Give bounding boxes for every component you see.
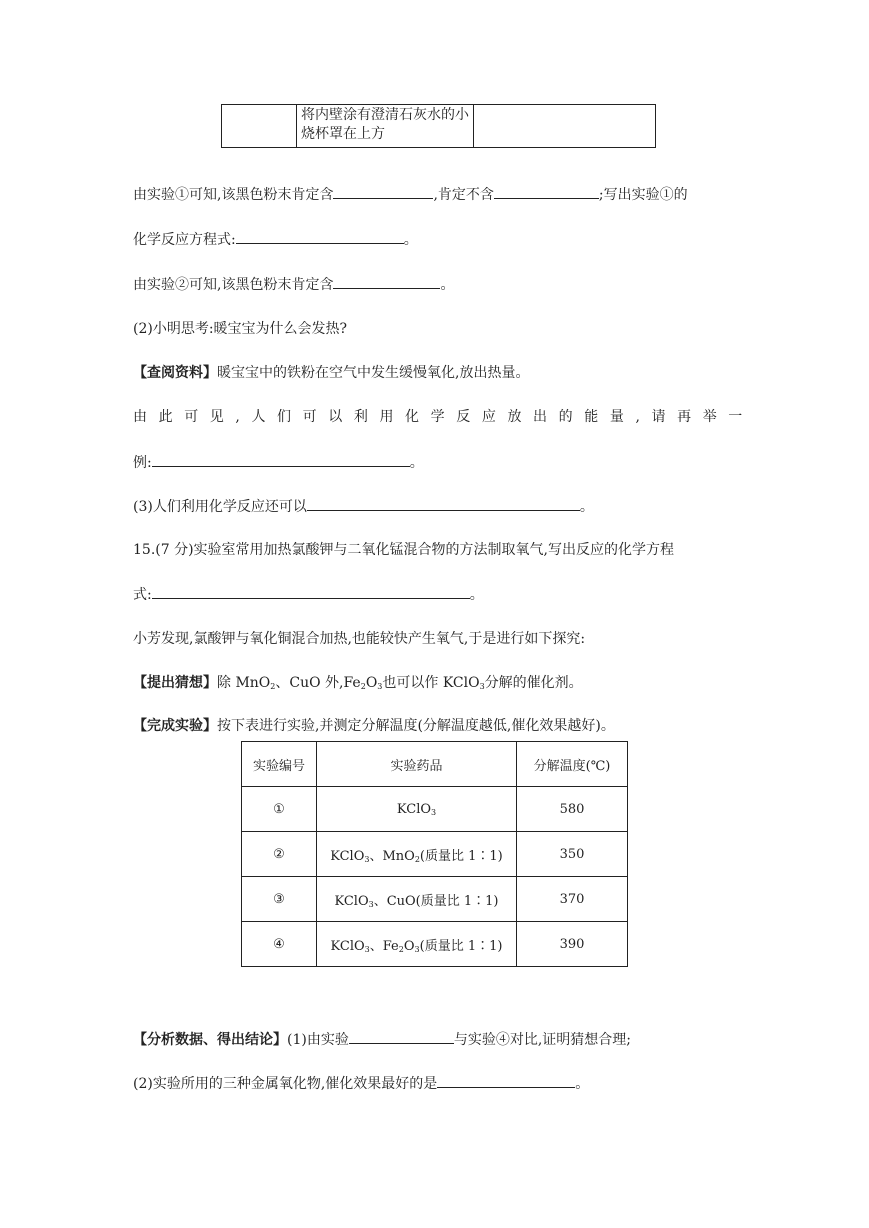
subscript: 3 <box>364 854 370 864</box>
text: O <box>365 675 378 691</box>
text: (2)实验所用的三种金属氧化物,催化效果最好的是 <box>133 1076 438 1092</box>
q1-line3 <box>133 274 454 295</box>
text: O <box>403 938 415 954</box>
answer-blank[interactable] <box>236 229 404 244</box>
answer-blank[interactable] <box>349 1029 454 1044</box>
q15-discovery: 小芳发现,氯酸钾与氧化铜混合加热,也能较快产生氧气,于是进行如下探究: <box>133 631 586 647</box>
q2-example-line1: 由此可见,人们可以利用化学反应放出的能量,请再举一 <box>133 409 754 425</box>
text: 暖宝宝中的铁粉在空气中发生缓慢氧化,放出热量。 <box>217 365 530 381</box>
table-cell: ③ <box>242 877 317 922</box>
table-cell: 580 <box>517 787 628 832</box>
q2-info <box>133 363 529 383</box>
answer-blank[interactable] <box>307 496 580 511</box>
section-tag: 【提出猜想】 <box>133 675 217 691</box>
subscript: 2 <box>270 682 276 691</box>
text: (1)由实验 <box>287 1032 349 1048</box>
subscript: 2 <box>414 854 420 864</box>
text: (3)人们利用化学反应还可以 <box>133 499 307 515</box>
table-cell <box>317 922 517 967</box>
text: 也可以作 KClO <box>382 675 480 691</box>
subscript: 3 <box>368 899 374 909</box>
q2-example-line2 <box>133 452 424 473</box>
analysis-line2 <box>133 1073 589 1094</box>
top-table <box>221 104 656 148</box>
section-tag: 【分析数据、得出结论】 <box>133 1032 287 1048</box>
subscript: 3 <box>414 944 420 954</box>
q1-line2 <box>133 229 418 250</box>
text: 与实验④对比,证明猜想合理; <box>453 1032 632 1048</box>
table-cell: ④ <box>242 922 317 967</box>
table-cell <box>317 787 517 832</box>
q15-line2 <box>133 584 484 605</box>
table-cell: 350 <box>517 832 628 877</box>
q2-question: (2)小明思考:暖宝宝为什么会发热? <box>133 321 348 337</box>
text: ,肯定不含 <box>433 187 494 203</box>
text: 。 <box>579 499 594 515</box>
text: 由实验②可知,该黑色粉末肯定含 <box>133 277 334 293</box>
table-cell <box>222 105 297 148</box>
results-table <box>241 741 628 967</box>
table-row <box>242 922 628 967</box>
analysis-line1 <box>133 1029 631 1050</box>
text: KClO <box>334 893 369 909</box>
answer-blank[interactable] <box>494 184 599 199</box>
table-cell <box>317 832 517 877</box>
text: 分解的催化剂。 <box>484 675 583 691</box>
subscript: 3 <box>364 944 370 954</box>
answer-blank[interactable] <box>152 452 410 467</box>
text: 、CuO 外,Fe <box>275 675 361 691</box>
text: 。 <box>409 455 424 471</box>
subscript: 3 <box>377 682 383 691</box>
text: (质量比 1∶1) <box>419 848 503 864</box>
text: 除 MnO <box>217 675 271 691</box>
text: ;写出实验①的 <box>598 187 688 203</box>
q15-experiment <box>133 716 615 736</box>
table-row <box>242 877 628 922</box>
q1-line1 <box>133 184 688 205</box>
answer-blank[interactable] <box>333 184 433 199</box>
text: 。 <box>575 1076 590 1092</box>
text: (质量比 1∶1) <box>419 938 503 954</box>
text: 。 <box>440 277 455 293</box>
answer-blank[interactable] <box>152 584 470 599</box>
answer-blank[interactable] <box>333 274 440 289</box>
table-header-cell: 实验药品 <box>317 742 517 787</box>
answer-blank[interactable] <box>437 1073 575 1088</box>
q3-line <box>133 496 594 517</box>
subscript: 3 <box>431 807 437 817</box>
text: 、CuO(质量比 1∶1) <box>373 893 499 909</box>
table-cell: 390 <box>517 922 628 967</box>
section-tag: 【完成实验】 <box>133 718 217 734</box>
table-cell: 将内壁涂有澄清石灰水的小烧杯罩在上方 <box>297 105 474 148</box>
text: KClO <box>330 848 365 864</box>
subscript: 2 <box>360 682 366 691</box>
table-header-cell: 分解温度(℃) <box>517 742 628 787</box>
text: 例: <box>133 455 152 471</box>
text: KClO <box>396 801 432 817</box>
table-header-row <box>242 742 628 787</box>
section-tag: 【查阅资料】 <box>133 365 217 381</box>
q15-hypothesis <box>133 673 583 697</box>
text: KClO <box>330 938 365 954</box>
table-row <box>242 787 628 832</box>
text: 式: <box>133 587 152 603</box>
q15-line1: 15.(7 分)实验室常用加热氯酸钾与二氧化锰混合物的方法制取氧气,写出反应的化学方程 <box>133 542 674 558</box>
table-row <box>222 105 656 148</box>
text: 由实验①可知,该黑色粉末肯定含 <box>133 187 334 203</box>
text: 、MnO <box>369 848 415 864</box>
table-cell <box>317 877 517 922</box>
text: 按下表进行实验,并测定分解温度(分解温度越低,催化效果越好)。 <box>217 718 615 734</box>
subscript: 3 <box>479 682 485 691</box>
table-cell: ① <box>242 787 317 832</box>
text: 化学反应方程式: <box>133 232 236 248</box>
text: 、Fe <box>369 938 399 954</box>
table-cell: 370 <box>517 877 628 922</box>
text: 。 <box>469 587 484 603</box>
text: 。 <box>403 232 418 248</box>
table-cell: ② <box>242 832 317 877</box>
table-row <box>242 832 628 877</box>
table-header-cell: 实验编号 <box>242 742 317 787</box>
subscript: 2 <box>398 944 404 954</box>
table-cell <box>474 105 656 148</box>
